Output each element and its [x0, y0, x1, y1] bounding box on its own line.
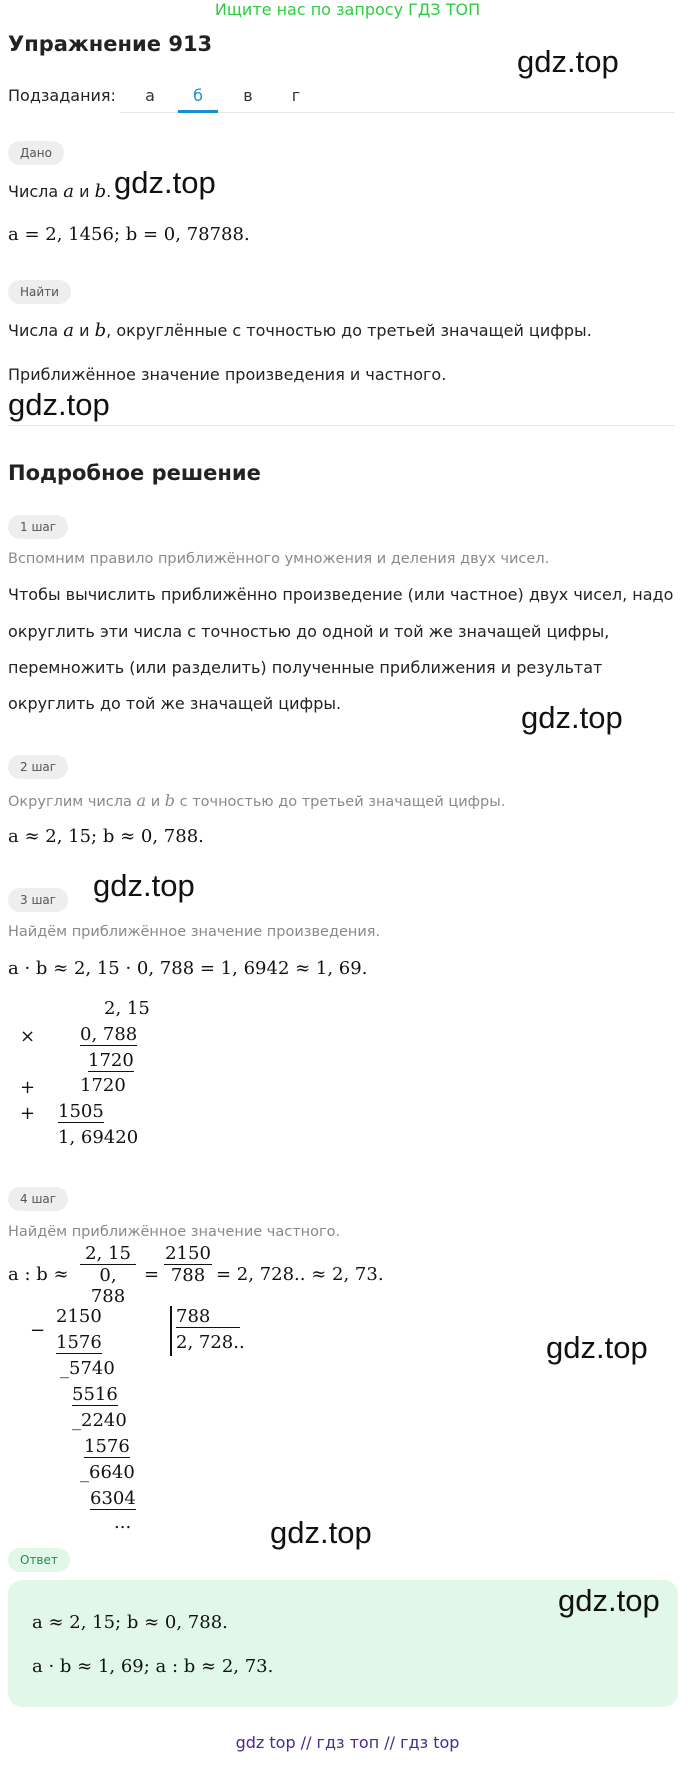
minus-sign: −: [30, 1320, 46, 1341]
fraction-2: [164, 1243, 212, 1286]
step3-formula: a · b ≈ 2, 15 · 0, 788 = 1, 6942 ≈ 1, 69.: [8, 958, 368, 979]
fraction-2-num: 2150: [165, 1243, 211, 1264]
step3-hint: Найдём приближённое значение произведения.: [8, 924, 381, 940]
conj: и: [150, 794, 161, 810]
find-prefix: Числа: [8, 321, 59, 340]
mult-partial: 1720: [88, 1050, 134, 1071]
mult-partial: 1720: [80, 1075, 126, 1096]
div-dots: ...: [114, 1512, 132, 1533]
period: .: [106, 182, 112, 201]
find-line-2: Приближённое значение произведения и частного.: [8, 365, 447, 384]
divider: [8, 425, 675, 426]
div-sub: 6304: [90, 1488, 136, 1509]
div-remainder: _5740: [60, 1358, 115, 1379]
watermark: gdz.top: [270, 1515, 372, 1550]
watermark: gdz.top: [93, 868, 195, 903]
search-banner: Ищите нас по запросу ГДЗ ТОП: [214, 0, 481, 19]
plus-sign: +: [20, 1103, 36, 1124]
find-chip: Найти: [8, 280, 71, 304]
var-a: a: [63, 181, 75, 202]
footer-links[interactable]: gdz top // гдз топ // гдз top: [235, 1733, 460, 1752]
step1-line: перемножить (или разделить) полученные приближения и результат: [8, 658, 603, 677]
var-a: a: [136, 791, 147, 810]
step2-formula: a ≈ 2, 15; b ≈ 0, 788.: [8, 826, 204, 847]
step4-lhs: a : b ≈: [8, 1264, 69, 1285]
div-divisor: 788: [176, 1306, 240, 1328]
step1-hint: Вспомним правило приближённого умножения и деления двух чисел.: [8, 551, 550, 567]
tab-g[interactable]: г: [291, 86, 301, 105]
step1-line: округлить до той же значащей цифры.: [8, 694, 342, 713]
conj: и: [79, 321, 90, 340]
div-sub: 1576: [56, 1332, 102, 1353]
given-chip: Дано: [8, 141, 64, 165]
answer-line-1: a ≈ 2, 15; b ≈ 0, 788.: [32, 1612, 228, 1633]
step4-rhs: = 2, 728.. ≈ 2, 73.: [216, 1264, 384, 1285]
step2-hint-prefix: Округлим числа: [8, 794, 132, 810]
division-bar: [170, 1306, 172, 1356]
conj: и: [79, 182, 90, 201]
tab-a[interactable]: а: [145, 86, 155, 105]
div-remainder: _2240: [72, 1410, 127, 1431]
div-sub: 5516: [72, 1384, 118, 1405]
div-sub: 1576: [84, 1436, 130, 1457]
var-b: b: [164, 791, 175, 810]
active-tab-indicator: [178, 110, 218, 113]
equals-sign: =: [144, 1264, 160, 1285]
watermark: gdz.top: [546, 1330, 648, 1365]
var-b: b: [94, 181, 107, 202]
div-quotient: 2, 728..: [176, 1332, 245, 1353]
mult-partial: 1505: [58, 1101, 104, 1122]
step1-chip: 1 шаг: [8, 515, 68, 539]
step1-line: округлить эти числа с точностью до одной и той же значащей цифры,: [8, 622, 610, 641]
find-suffix: , округлённые с точностью до третьей значащей цифры.: [106, 321, 592, 340]
mult-result: 1, 69420: [58, 1127, 139, 1148]
tab-v[interactable]: в: [243, 86, 253, 105]
step2-hint: [8, 791, 505, 810]
div-remainder: _6640: [80, 1462, 135, 1483]
subtasks-label: Подзадания:: [8, 86, 116, 105]
step1-line: Чтобы вычислить приближённо произведение (или частное) двух чисел, надо: [8, 585, 674, 604]
given-values: a = 2, 1456; b = 0, 78788.: [8, 224, 250, 245]
watermark: gdz.top: [521, 700, 623, 735]
watermark: gdz.top: [8, 387, 110, 422]
answer-line-2: a · b ≈ 1, 69; a : b ≈ 2, 73.: [32, 1656, 274, 1677]
answer-chip: Ответ: [8, 1548, 70, 1572]
var-a: a: [63, 320, 75, 341]
step2-hint-suffix: с точностью до третьей значащей цифры.: [179, 794, 506, 810]
page-title: Упражнение 913: [8, 32, 213, 56]
fraction-1-den: 0, 788: [90, 1265, 126, 1307]
step2-chip: 2 шаг: [8, 755, 68, 779]
fraction-2-den: 788: [170, 1265, 206, 1286]
step4-chip: 4 шаг: [8, 1187, 68, 1211]
tab-b[interactable]: б: [193, 86, 203, 105]
given-prefix: Числа: [8, 182, 59, 201]
watermark: gdz.top: [558, 1583, 660, 1618]
var-b: b: [94, 320, 107, 341]
step4-hint: Найдём приближённое значение частного.: [8, 1224, 341, 1240]
div-dividend: 2150: [56, 1306, 102, 1327]
solution-heading: Подробное решение: [8, 461, 261, 485]
watermark: gdz.top: [517, 44, 619, 79]
find-line-1: [8, 320, 592, 341]
fraction-1-num: 2, 15: [80, 1243, 136, 1265]
times-sign: ×: [20, 1026, 36, 1047]
step3-chip: 3 шаг: [8, 888, 68, 912]
mult-top: 2, 15: [104, 998, 150, 1019]
given-text: [8, 181, 111, 202]
mult-second: 0, 788: [80, 1024, 138, 1045]
fraction-1: [80, 1243, 136, 1307]
watermark: gdz.top: [114, 165, 216, 200]
plus-sign: +: [20, 1077, 36, 1098]
